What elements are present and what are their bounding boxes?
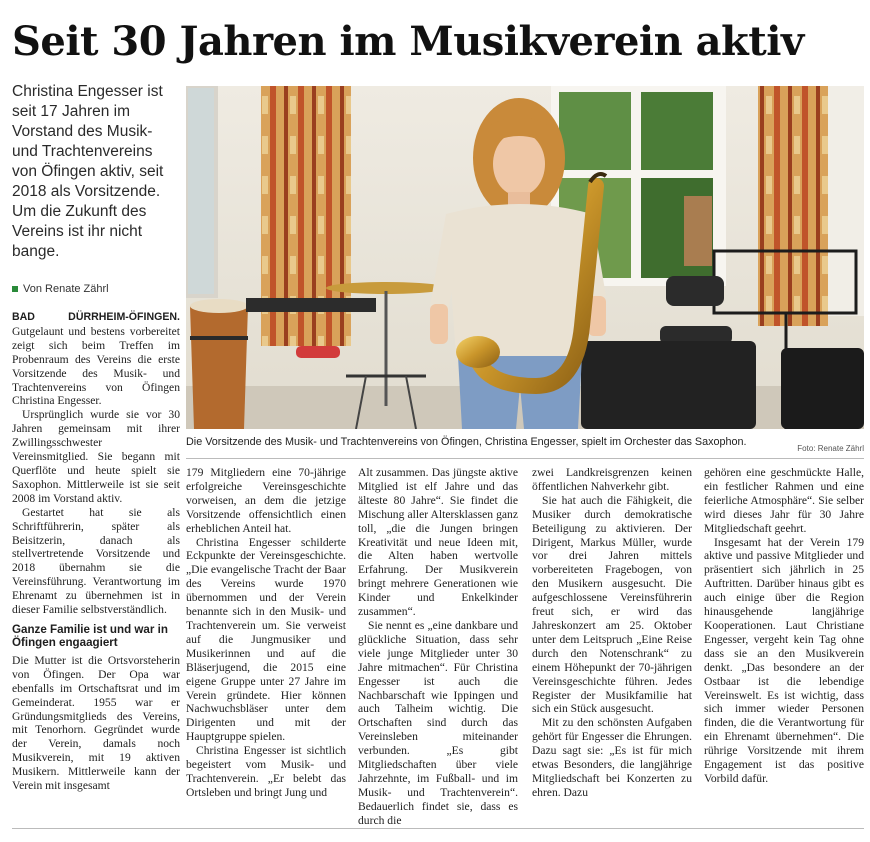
caption-divider — [186, 458, 864, 459]
saxophonist-photo — [186, 86, 864, 429]
paragraph: Ursprünglich wurde sie vor 30 Jahren gemeinsam mit ihrer Zwillingsschwester Vereinsmitglied. Sie begann mit Querflöte und heute spielt sie Saxophon. Mittlerweile ist sie seit 2008 im Vorstand aktiv. — [12, 408, 180, 505]
headline: Seit 30 Jahren im Musikverein aktiv — [12, 18, 804, 65]
paragraph: 179 Mitgliedern eine 70-jährige erfolgreiche Vereinsgeschichte vorweisen, an dem die jetzige Vorsitzende offensichtlich einen erheblichen Anteil hat. — [186, 466, 346, 535]
paragraph-text: Gutgelaunt und bestens vorbereitet zeigt sich beim Treffen im Probenraum des Vereins die erste Vorsitzende des Musik- und Trachtenvereins von Öfingen Christina Engesser. — [12, 324, 180, 408]
paragraph — [12, 310, 180, 408]
paragraph: Mit zu den schönsten Aufgaben gehört für Engesser die Ehrungen. Dazu sagt sie: „Es ist für mich etwas Besonders, die langjährige Mitgliedschaft bei Konzerten zu ehren. Dazu — [532, 716, 692, 799]
paragraph: Sie hat auch die Fähigkeit, die Musiker durch demokratische Beteiligung zu aktivieren. Der Dirigent, Markus Müller, wurde vor drei Jahren mittels vorbereiteten Fragebogen, von den Musikern ausgesucht. Die aufgeschlossene Vereinsführerin freut sich, er wird das Jahreskonzert am 25. Oktober unter dem Leitspruch „Eine Reise durch den Notenschrank“ zu einem Höhepunkt der 70-jährigen Vereinsgeschichte führen. Jedes Register der Musikfamilie hat sich ein Stück ausgesucht. — [532, 493, 692, 716]
paragraph: Christina Engesser ist sichtlich begeistert vom Musik- und Trachtenverein. „Er belebt das Ortsleben und bringt Jung und — [186, 744, 346, 799]
text-column-3 — [358, 466, 518, 828]
paragraph: zwei Landkreisgrenzen keinen öffentlichen Nahverkehr gibt. — [532, 466, 692, 493]
byline-marker-icon — [12, 286, 18, 292]
dateline: BAD DÜRRHEIM-ÖFINGEN. — [12, 311, 180, 323]
intro-teaser: Christina Engesser ist seit 17 Jahren im Vorstand des Musik- und Trachtenvereins von Öfingen aktiv, seit 2018 als Vorsitzende. Um die Zukunft des Vereins ist ihr nicht bange. — [12, 83, 164, 260]
paragraph: gehören eine geschmückte Halle, ein festlicher Rahmen und eine feierliche Atmosphäre“. Sie selber wird dieses Jahr für 30 Jahre Mitgliedschaft geehrt. — [704, 466, 864, 535]
paragraph: Christina Engesser schilderte Eckpunkte der Vereinsgeschichte. „Die evangelische Tracht der Baar des Vereins wurde 1970 übernommen und der Verein benannte sich in den Musik- und Trachtenverein um. Sie verweist auf die Jungmusiker und Musikerinnen und auf die Bläserjugend, die 2015 eine eigene Gruppe unter 27 Jahre im Verein gründete. Hier können Nachwuchsbläser unter dem Dirigenten und mit der Hauptgruppe spielen. — [186, 535, 346, 744]
subheading: Ganze Familie ist und war in Öfingen engaagiert — [12, 622, 168, 650]
byline — [12, 283, 109, 295]
photo-credit: Foto: Renate Zährl — [797, 444, 864, 453]
bottom-divider — [12, 828, 864, 829]
text-column-5 — [704, 466, 864, 786]
paragraph: Gestartet hat sie als Schriftführerin, später als Beisitzerin, danach als stellvertretende Vorsitzende und 2018 übernahm sie die Vereinsführung. Verantwortung im Ehrenamt zu übernehmen ist in dieser Familie selbstverständlich. — [12, 505, 180, 617]
byline-text: Von Renate Zährl — [23, 283, 109, 295]
article-photo — [186, 86, 864, 429]
text-column-4 — [532, 466, 692, 800]
paragraph: Alt zusammen. Das jüngste aktive Mitglied ist elf Jahre und das älteste 80 Jahre“. Sie findet die Mischung aller Altersklassen ganz toll, „die die Jungen bringen Kreativität und neue Ideen mit, die Alten haben wertvolle Erfahrung. Der Musikverein bringt mehrere Generationen wie Kinder und Enkelkinder zusammen“. — [358, 466, 518, 619]
text-column-1 — [12, 310, 180, 793]
paragraph: Die Mutter ist die Ortsvorsteherin von Öfingen. Der Opa war ebenfalls im Ortschaftsrat und im Gemeinderat. 1955 war er Gründungsmitglieds des Vereins, mit Tenorhorn. Gegründet wurde der Verein, damals noch Musikverein, mit 19 aktiven Musikern. Mittlerweile kann der Verein mit insgesamt — [12, 653, 180, 793]
photo-caption: Die Vorsitzende des Musik- und Trachtenvereins von Öfingen, Christina Engesser, spielt im Orchester das Saxophon. — [186, 436, 747, 448]
paragraph: Insgesamt hat der Verein 179 aktive und passive Mitglieder und präsentiert sich jährlich in 25 Auftritten. Darüber hinaus gibt es auch einige über die Region hinausgehende langjährige Kooperationen. Laut Christiane Engesser, vergeht kein Tag ohne dass sie an den Musikverein denkt. „Das besondere an der Ostbaar ist die lebendige Vereinswelt. Es ist wichtig, dass sich immer wieder Personen finden, die die Verantwortung für ein Ehrenamt übernehmen“. Die rührige Vorsitzende mit ihrem Engagement ist das positive Vorbild dafür. — [704, 535, 864, 785]
paragraph: Sie nennt es „eine dankbare und glückliche Situation, dass sehr viele junge Mitglieder unter 30 Jahre mitmachen“. Für Christina Engesser ist auch die Nachbarschaft wie Ippingen und auch Talheim wichtig. Die Ortschaften sind durch das Vereinsleben miteinander verbunden. „Es gibt Mitgliedschaften über viele Jahrzehnte, im Fußball- und im Musik- und Trachtenverein“. Bedauerlich findet sie, dass es durch die — [358, 618, 518, 827]
text-column-2 — [186, 466, 346, 800]
